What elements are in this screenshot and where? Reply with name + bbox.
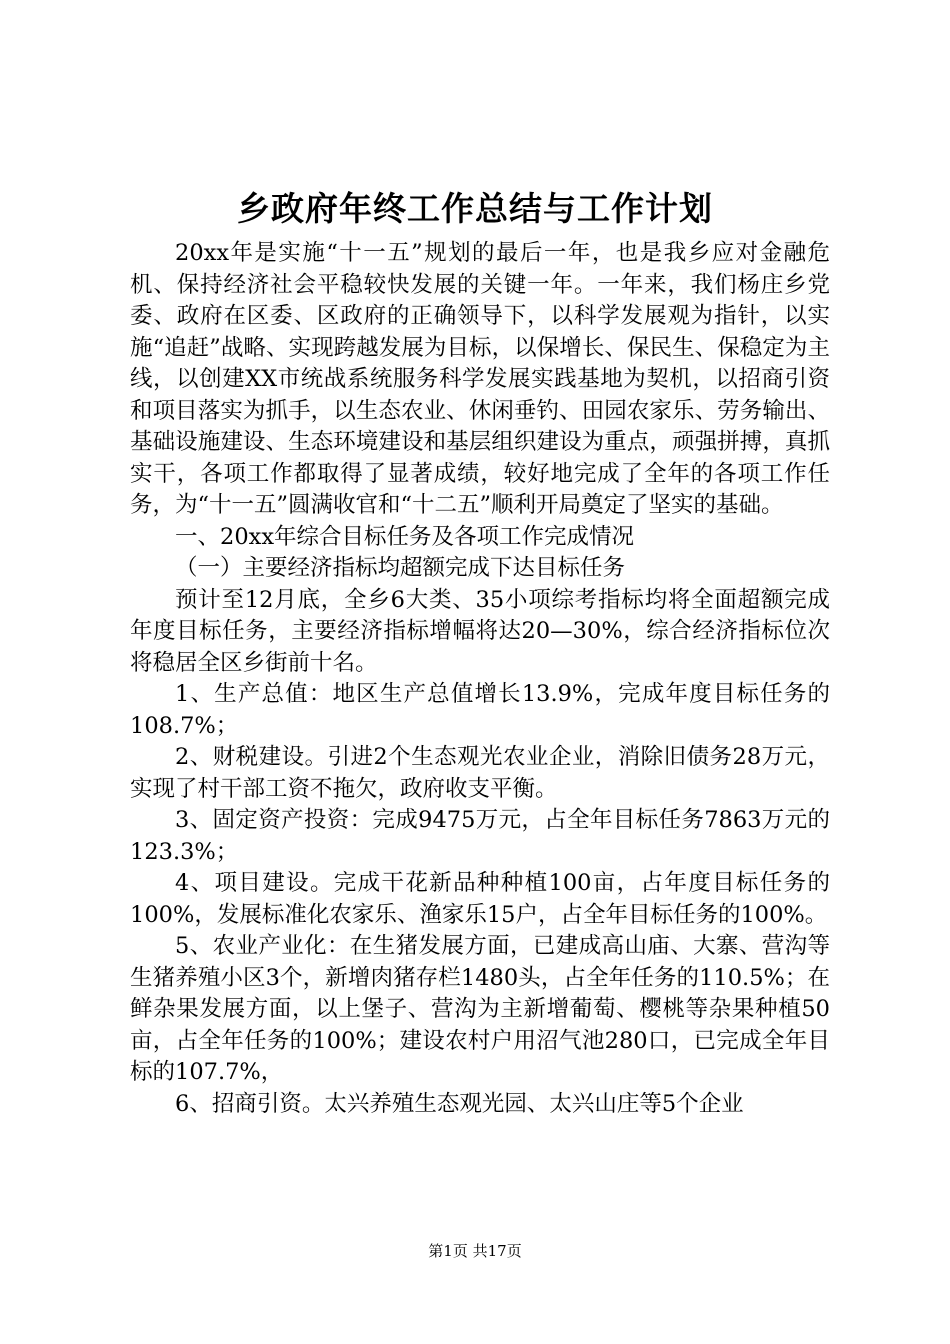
list-item-projects: 4、项目建设。完成干花新品种种植100亩，占年度目标任务的100%，发展标准化农家乐、渔家乐15户，占全年目标任务的100%。 bbox=[130, 870, 830, 928]
list-item-investment: 3、固定资产投资：完成9475万元，占全年目标任务7863万元的123.3%； bbox=[130, 807, 830, 865]
document-title: 乡政府年终工作总结与工作计划 bbox=[237, 189, 713, 228]
list-item-finance: 2、财税建设。引进2个生态观光农业企业，消除旧债务28万元，实现了村干部工资不拖欠，政府收支平衡。 bbox=[130, 744, 830, 802]
page-number: 第1页 共17页 bbox=[428, 1242, 522, 1260]
list-item-gdp: 1、生产总值：地区生产总值增长13.9%，完成年度目标任务的108.7%； bbox=[130, 681, 830, 739]
paragraph-summary: 预计至12月底，全乡6大类、35小项综考指标均将全面超额完成年度目标任务，主要经济指标增幅将达20—30%，综合经济指标位次将稳居全区乡街前十名。 bbox=[130, 586, 830, 676]
paragraph-intro: 20xx年是实施“十一五”规划的最后一年，也是我乡应对金融危机、保持经济社会平稳较快发展的关键一年。一年来，我们杨庄乡党委、政府在区委、区政府的正确领导下，以科学发展观为指针，以实施“追赶”战略、实现跨越发展为目标，以保增长、保民生、保稳定为主线，以创建XX市统战系统服务科学发展实践基地为契机，以招商引资和项目落实为抓手，以生态农业、休闲垂钓、田园农家乐、劳务输出、基础设施建设、生态环境建设和基层组织建设为重点，顽强拼搏，真抓实干，各项工作都取得了显著成绩，较好地完成了全年的各项工作任务，为“十一五”圆满收官和“十二五”顺利开局奠定了坚实的基础。 bbox=[130, 240, 830, 518]
list-item-agriculture: 5、农业产业化：在生猪发展方面，已建成高山庙、大寨、营沟等生猪养殖小区3个，新增肉猪存栏1480头，占全年任务的110.5%；在鲜杂果发展方面，以上堡子、营沟为主新增葡萄、樱桃等杂果种植50亩，占全年任务的100%；建设农村户用沼气池280口，已完成全年目标的107.7%， bbox=[130, 933, 830, 1085]
subsection-heading: （一）主要经济指标均超额完成下达目标任务 bbox=[175, 555, 626, 581]
document-body bbox=[130, 238, 830, 1120]
list-item-investment-attraction: 6、招商引资。太兴养殖生态观光园、太兴山庄等5个企业 bbox=[175, 1090, 744, 1117]
section-heading: 一、20xx年综合目标任务及各项工作完成情况 bbox=[175, 523, 635, 550]
